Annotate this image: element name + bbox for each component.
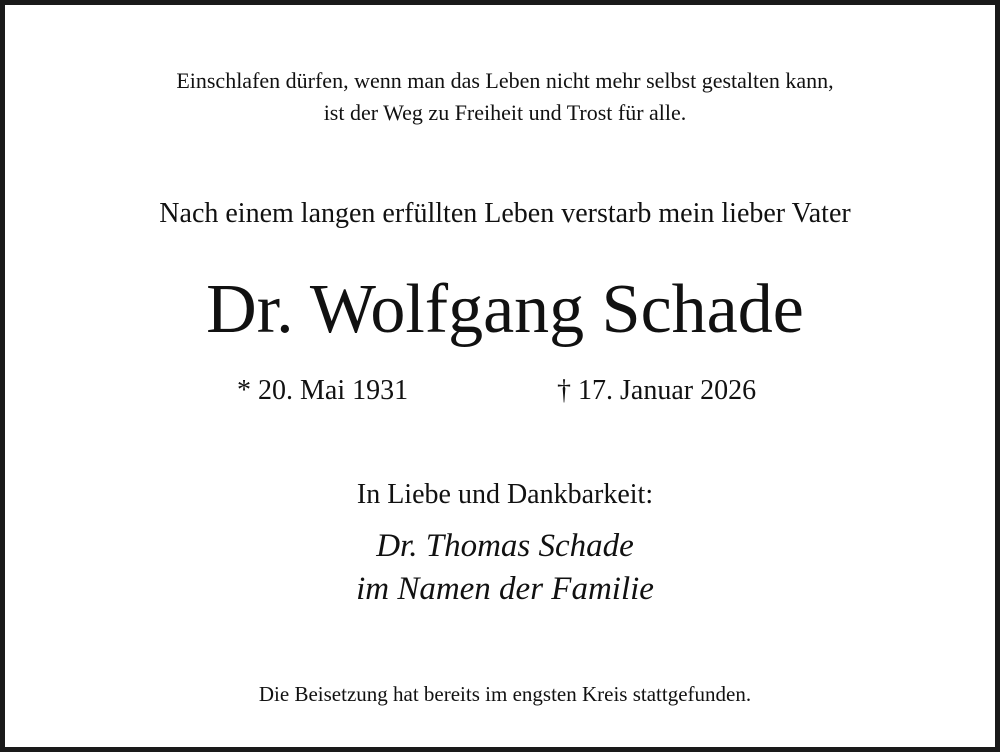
signature-family: im Namen der Familie <box>356 571 654 607</box>
birth-date: * 20. Mai 1931 <box>237 375 409 406</box>
burial-note: Die Beisetzung hat bereits im engsten Kreis stattgefunden. <box>258 682 752 706</box>
deceased-name: Dr. Wolfgang Schade <box>206 271 804 348</box>
motto-line-1: Einschlafen dürfen, wenn man das Leben nicht mehr selbst gestalten kann, <box>176 68 834 93</box>
thanks-text: In Liebe und Dankbarkeit: <box>356 479 654 510</box>
signature-name: Dr. Thomas Schade <box>376 528 634 564</box>
death-date: † 17. Januar 2026 <box>557 375 757 406</box>
intro-text: Nach einem langen erfüllten Leben verstarb mein lieber Vater <box>159 198 851 229</box>
motto-line-2: ist der Weg zu Freiheit und Trost für alle. <box>323 100 687 125</box>
